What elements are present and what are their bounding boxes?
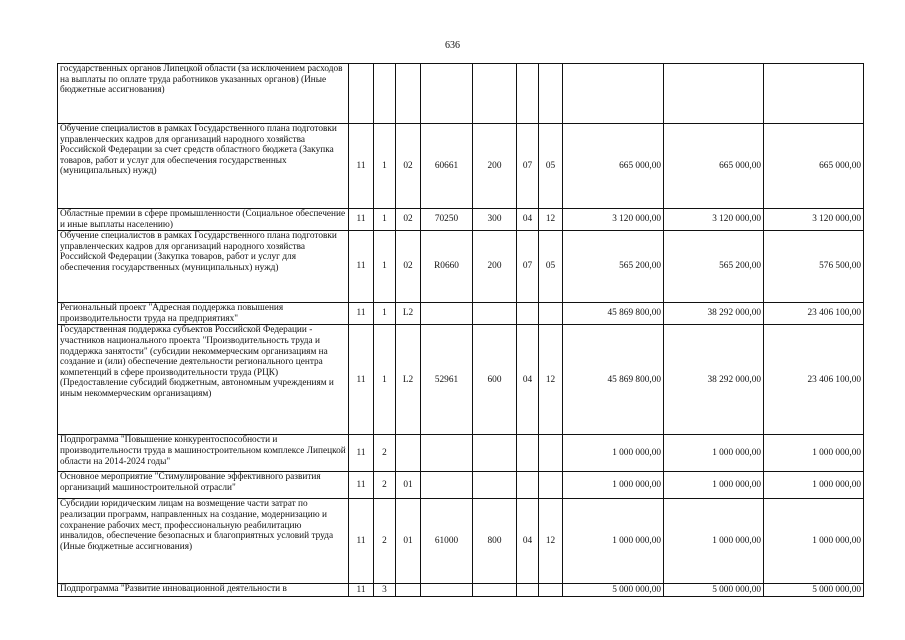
budget-table xyxy=(57,63,864,597)
row-code-7: 12 xyxy=(539,499,563,584)
row-code-5: 800 xyxy=(473,499,517,584)
row-code-1: 11 xyxy=(349,325,374,435)
row-code-5 xyxy=(473,584,517,597)
row-code-4 xyxy=(421,303,473,325)
row-code-1: 11 xyxy=(349,303,374,325)
row-amount-3: 665 000,00 xyxy=(764,124,864,209)
row-code-4: 52961 xyxy=(421,325,473,435)
row-amount-3: 3 120 000,00 xyxy=(764,209,864,231)
row-code-4: 70250 xyxy=(421,209,473,231)
row-amount-2: 1 000 000,00 xyxy=(664,435,764,472)
row-amount-1: 45 869 800,00 xyxy=(563,325,664,435)
table-row xyxy=(58,209,864,231)
row-code-6 xyxy=(517,64,539,124)
row-code-7: 12 xyxy=(539,325,563,435)
row-code-1: 11 xyxy=(349,472,374,499)
row-amount-1: 565 200,00 xyxy=(563,231,664,303)
row-code-5: 200 xyxy=(473,124,517,209)
row-amount-3: 576 500,00 xyxy=(764,231,864,303)
row-amount-2: 1 000 000,00 xyxy=(664,472,764,499)
row-code-3: L2 xyxy=(396,303,421,325)
row-code-7 xyxy=(539,303,563,325)
row-name: государственных органов Липецкой области (за исключением расходов на выплаты по оплате труда работников указанных органов) (Иные бюджетные ассигнования) xyxy=(58,64,349,124)
row-code-2: 1 xyxy=(374,325,396,435)
row-code-1: 11 xyxy=(349,124,374,209)
row-code-2: 3 xyxy=(374,584,396,597)
row-code-3 xyxy=(396,435,421,472)
row-code-2: 1 xyxy=(374,303,396,325)
row-amount-1 xyxy=(563,64,664,124)
row-code-3: 02 xyxy=(396,231,421,303)
row-code-6: 04 xyxy=(517,209,539,231)
row-code-4: 60661 xyxy=(421,124,473,209)
row-code-5: 200 xyxy=(473,231,517,303)
row-code-5 xyxy=(473,472,517,499)
row-amount-2: 1 000 000,00 xyxy=(664,499,764,584)
row-name: Субсидии юридическим лицам на возмещение части затрат по реализации программ, направленных на создание, модернизацию и сохранение рабочих мест, профессиональную реабилитацию инвалидов, обеспечение безопасных и благоприятных условий труда (Иные бюджетные ассигнования) xyxy=(58,499,349,584)
row-code-2: 2 xyxy=(374,472,396,499)
row-name: Государственная поддержка субъектов Российской Федерации - участников национального проекта "Производительность труда и поддержка занятости" (субсидии некоммерческим организациям на создание и (или) обеспечение деятельности регионального центра компетенций в сфере производительности труда (РЦК) (Предоставление субсидий бюджетным, автономным учреждениям и иным некоммерческим организациям) xyxy=(58,325,349,435)
row-code-7 xyxy=(539,584,563,597)
row-amount-3: 1 000 000,00 xyxy=(764,435,864,472)
row-code-1: 11 xyxy=(349,209,374,231)
row-name: Основное мероприятие "Стимулирование эффективного развития организаций машиностроительной отрасли" xyxy=(58,472,349,499)
row-amount-2: 665 000,00 xyxy=(664,124,764,209)
row-amount-3: 23 406 100,00 xyxy=(764,303,864,325)
row-amount-2: 565 200,00 xyxy=(664,231,764,303)
row-amount-2: 3 120 000,00 xyxy=(664,209,764,231)
row-code-4 xyxy=(421,472,473,499)
row-code-5 xyxy=(473,64,517,124)
row-amount-3: 5 000 000,00 xyxy=(764,584,864,597)
table-row xyxy=(58,303,864,325)
row-code-2: 1 xyxy=(374,209,396,231)
row-name: Обучение специалистов в рамках Государственного плана подготовки управленческих кадров для организаций народного хозяйства Российской Федерации (Закупка товаров, работ и услуг для обеспечения государственных (муниципальных) нужд) xyxy=(58,231,349,303)
row-amount-1: 1 000 000,00 xyxy=(563,472,664,499)
row-code-1: 11 xyxy=(349,499,374,584)
row-code-3: 02 xyxy=(396,124,421,209)
row-name: Подпрограмма "Развитие инновационной деятельности в xyxy=(58,584,349,597)
row-code-3: 01 xyxy=(396,472,421,499)
row-amount-1: 1 000 000,00 xyxy=(563,435,664,472)
row-amount-2: 38 292 000,00 xyxy=(664,303,764,325)
row-code-4 xyxy=(421,64,473,124)
table-row xyxy=(58,64,864,124)
row-amount-2 xyxy=(664,64,764,124)
row-amount-2: 5 000 000,00 xyxy=(664,584,764,597)
row-code-1 xyxy=(349,64,374,124)
row-amount-3: 1 000 000,00 xyxy=(764,499,864,584)
row-code-7: 12 xyxy=(539,209,563,231)
row-amount-1: 665 000,00 xyxy=(563,124,664,209)
table-row xyxy=(58,472,864,499)
row-amount-3: 23 406 100,00 xyxy=(764,325,864,435)
row-code-3 xyxy=(396,64,421,124)
table-row xyxy=(58,435,864,472)
row-code-3: 01 xyxy=(396,499,421,584)
row-code-6 xyxy=(517,584,539,597)
row-code-7 xyxy=(539,472,563,499)
row-code-1: 11 xyxy=(349,584,374,597)
row-code-2: 2 xyxy=(374,435,396,472)
row-name: Подпрограмма "Повышение конкурентоспособности и производительности труда в машиностроительном комплексе Липецкой области на 2014-2024 годы" xyxy=(58,435,349,472)
table-row xyxy=(58,124,864,209)
row-amount-2: 38 292 000,00 xyxy=(664,325,764,435)
row-code-4: R0660 xyxy=(421,231,473,303)
row-code-6 xyxy=(517,303,539,325)
row-amount-3: 1 000 000,00 xyxy=(764,472,864,499)
row-code-4 xyxy=(421,435,473,472)
row-code-6 xyxy=(517,435,539,472)
row-code-2: 1 xyxy=(374,124,396,209)
row-code-1: 11 xyxy=(349,435,374,472)
row-name: Обучение специалистов в рамках Государственного плана подготовки управленческих кадров для организаций народного хозяйства Российской Федерации за счет средств областного бюджета (Закупка товаров, работ и услуг для обеспечения государственных (муниципальных) нужд) xyxy=(58,124,349,209)
row-code-7: 05 xyxy=(539,124,563,209)
row-code-5: 300 xyxy=(473,209,517,231)
row-amount-1: 1 000 000,00 xyxy=(563,499,664,584)
row-name: Областные премии в сфере промышленности (Социальное обеспечение и иные выплаты населению) xyxy=(58,209,349,231)
row-amount-1: 5 000 000,00 xyxy=(563,584,664,597)
row-code-6: 07 xyxy=(517,124,539,209)
table-row xyxy=(58,231,864,303)
row-code-4: 61000 xyxy=(421,499,473,584)
row-code-3: L2 xyxy=(396,325,421,435)
row-amount-1: 3 120 000,00 xyxy=(563,209,664,231)
row-amount-3 xyxy=(764,64,864,124)
row-code-4 xyxy=(421,584,473,597)
page-number: 636 xyxy=(445,40,460,51)
table-row xyxy=(58,499,864,584)
table-row xyxy=(58,584,864,597)
row-name: Региональный проект "Адресная поддержка повышения производительности труда на предприятиях" xyxy=(58,303,349,325)
row-code-7 xyxy=(539,435,563,472)
row-amount-1: 45 869 800,00 xyxy=(563,303,664,325)
row-code-2: 2 xyxy=(374,499,396,584)
row-code-7 xyxy=(539,64,563,124)
row-code-5: 600 xyxy=(473,325,517,435)
row-code-5 xyxy=(473,303,517,325)
row-code-3: 02 xyxy=(396,209,421,231)
table-row xyxy=(58,325,864,435)
row-code-6: 04 xyxy=(517,325,539,435)
row-code-7: 05 xyxy=(539,231,563,303)
row-code-3 xyxy=(396,584,421,597)
row-code-6: 07 xyxy=(517,231,539,303)
row-code-2: 1 xyxy=(374,231,396,303)
row-code-6 xyxy=(517,472,539,499)
row-code-6: 04 xyxy=(517,499,539,584)
row-code-1: 11 xyxy=(349,231,374,303)
row-code-2 xyxy=(374,64,396,124)
row-code-5 xyxy=(473,435,517,472)
